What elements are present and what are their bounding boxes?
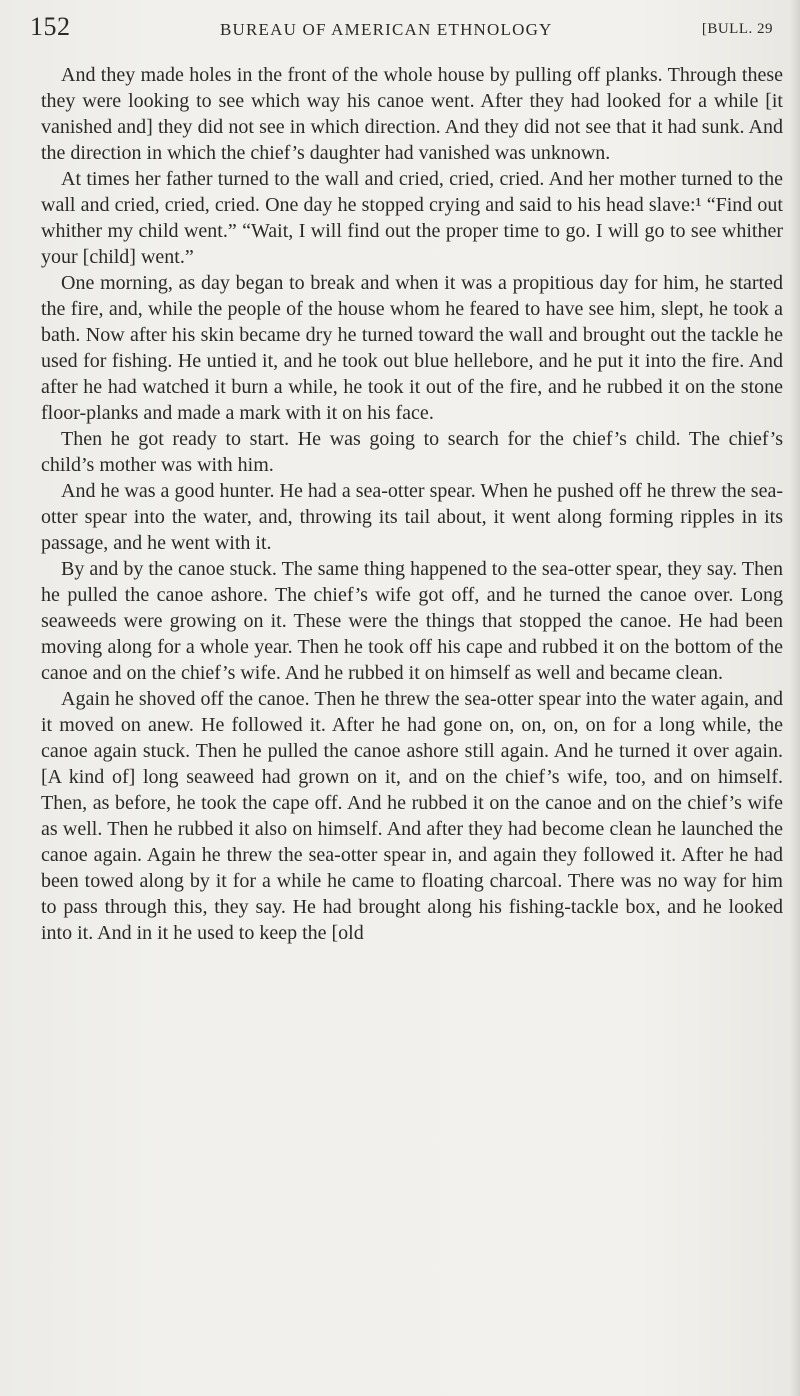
page-edge-shadow bbox=[790, 0, 800, 1396]
body-text bbox=[41, 62, 783, 946]
paragraph: At times her father turned to the wall and cried, cried, cried. And her mother turned to the wall and cried, cried, cried. One day he stopped crying and said to his head slave:¹ “Find out whither my child went.” “Wait, I will find out the proper time to go. I will go to see whither your [child] went.” bbox=[41, 168, 783, 268]
paragraph: Then he got ready to start. He was going to search for the chief’s child. The chief’s child’s mother was with him. bbox=[41, 428, 783, 476]
paragraph: And they made holes in the front of the whole house by pulling off planks. Through these they were looking to see which way his canoe went. After they had looked for a while [it vanished and] they did not see in which direction. And they did not see that it had sunk. And the direction in which the chief’s daughter had vanished was unknown. bbox=[41, 64, 783, 164]
paragraph: Again he shoved off the canoe. Then he threw the sea-otter spear into the water again, and it moved on anew. He followed it. After he had gone on, on, on, on for a long while, the canoe again stuck. Then he pulled the canoe ashore still again. And he turned it over again. [A kind of] long seaweed had grown on it, and on the chief’s wife, too, and on himself. Then, as before, he took the cape off. And he rubbed it on the canoe and on the chief’s wife as well. Then he rubbed it also on himself. And after they had become clean he launched the canoe again. Again he threw the sea-otter spear in, and again they followed it. After he had been towed along by it for a while he came to floating charcoal. There was no way for him to pass through this, they say. He had brought along his fishing-tackle box, and he looked into it. And in it he used to keep the [old bbox=[41, 688, 783, 944]
page-number: 152 bbox=[30, 12, 71, 41]
bulletin-reference: [BULL. 29 bbox=[701, 21, 773, 37]
running-title: BUREAU OF AMERICAN ETHNOLOGY bbox=[220, 20, 553, 39]
paragraph: By and by the canoe stuck. The same thing happened to the sea-otter spear, they say. Then he pulled the canoe ashore. The chief’s wife got off, and he turned the canoe over. Long seaweeds were growing on it. These were the things that stopped the canoe. He had been moving along for a whole year. Then he took off his cape and rubbed it on the bottom of the canoe and on the chief’s wife. And he rubbed it on himself as well and became clean. bbox=[41, 558, 783, 684]
paragraph: One morning, as day began to break and when it was a propitious day for him, he started the fire, and, while the people of the house whom he feared to have see him, slept, he took a bath. Now after his skin became dry he turned toward the wall and brought out the tackle he used for fishing. He untied it, and he took out blue hellebore, and he put it into the fire. And after he had watched it burn a while, he took it out of the fire, and he rubbed it on the stone floor-planks and made a mark with it on his face. bbox=[41, 272, 783, 424]
page-header bbox=[30, 12, 785, 46]
paragraph: And he was a good hunter. He had a sea-otter spear. When he pushed off he threw the sea-otter spear into the water, and, throwing its tail about, it went along forming ripples in its passage, and he went with it. bbox=[41, 480, 783, 554]
